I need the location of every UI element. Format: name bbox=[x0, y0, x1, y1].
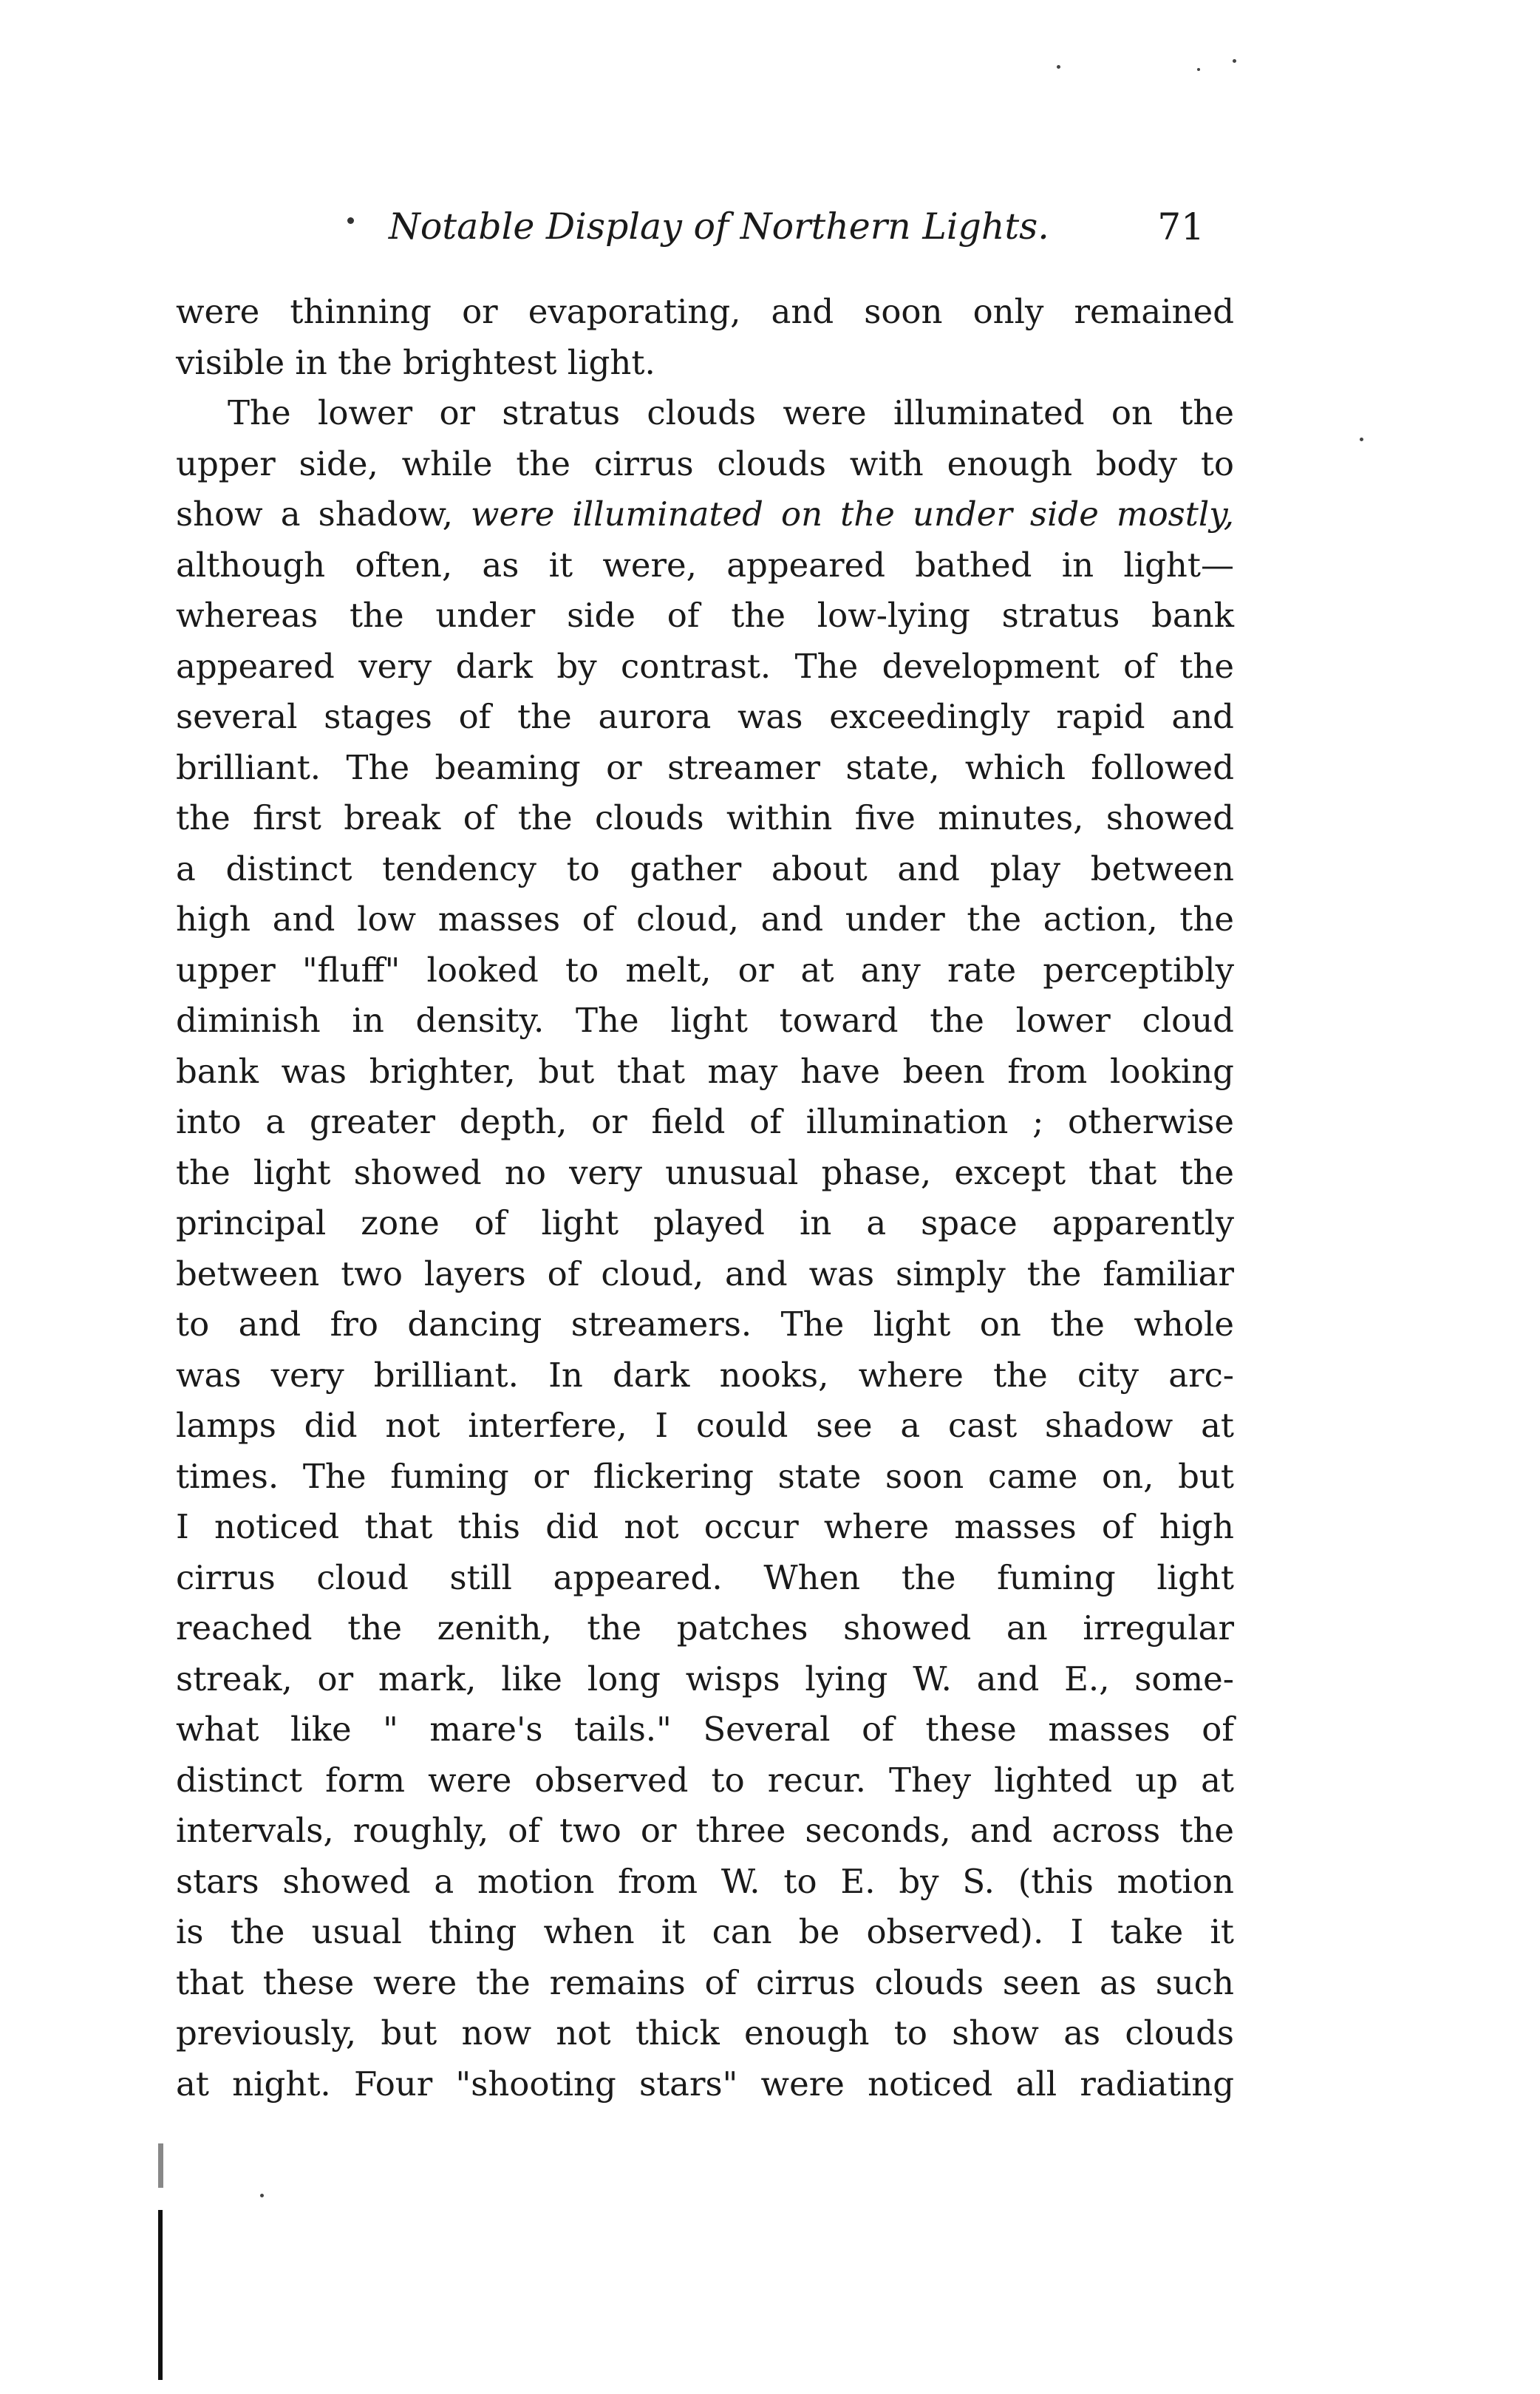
binding-edge-mark bbox=[158, 2210, 163, 2380]
text-line: is the usual thing when it can be observed). I take it bbox=[176, 1912, 1234, 1951]
text-line: cirrus cloud still appeared. When the fuming light bbox=[176, 1557, 1234, 1597]
text-run: show a shadow, bbox=[176, 494, 471, 534]
running-title: Notable Display of Northern Lights. bbox=[389, 205, 1049, 248]
speck-mark bbox=[1233, 59, 1236, 63]
text-line: reached the zenith, the patches showed an irregular bbox=[176, 1608, 1234, 1647]
text-line: The lower or stratus clouds were illuminated on the bbox=[228, 393, 1234, 432]
text-line: whereas the under side of the low-lying stratus bank bbox=[176, 596, 1234, 635]
speck-mark bbox=[1360, 438, 1363, 441]
text-line: brilliant. The beaming or streamer state, which followed bbox=[176, 747, 1234, 787]
text-line: upper "fluff" looked to melt, or at any rate perceptibly bbox=[176, 950, 1234, 990]
text-line: I noticed that this did not occur where masses of high bbox=[176, 1507, 1234, 1546]
text-line: principal zone of light played in a space apparently bbox=[176, 1203, 1234, 1242]
text-line: into a greater depth, or field of illumination ; otherwise bbox=[176, 1102, 1234, 1141]
text-line: high and low masses of cloud, and under the action, the bbox=[176, 900, 1234, 939]
text-line: that these were the remains of cirrus clouds seen as such bbox=[176, 1962, 1234, 2002]
text-line: a distinct tendency to gather about and play between bbox=[176, 849, 1234, 888]
text-line: between two layers of cloud, and was simply the familiar bbox=[176, 1254, 1234, 1293]
text-line: upper side, while the cirrus clouds with enough body to bbox=[176, 443, 1234, 483]
text-line: although often, as it were, appeared bathed in light— bbox=[176, 545, 1234, 585]
speck-mark bbox=[1057, 65, 1060, 69]
text-line: times. The fuming or flickering state soon came on, but bbox=[176, 1456, 1234, 1496]
running-head bbox=[347, 201, 1205, 260]
body-text bbox=[176, 287, 1234, 2109]
speck-mark bbox=[260, 2194, 264, 2197]
text-line: streak, or mark, like long wisps lying W. and E., some- bbox=[176, 1659, 1234, 1698]
binding-edge-mark bbox=[158, 2143, 163, 2188]
text-line: diminish in density. The light toward the lower cloud bbox=[176, 1001, 1234, 1040]
speck-mark bbox=[1197, 68, 1200, 71]
text-line: was very brilliant. In dark nooks, where the city arc- bbox=[176, 1355, 1234, 1395]
speck-mark bbox=[347, 217, 354, 224]
text-line: lamps did not interfere, I could see a cast shadow at bbox=[176, 1406, 1234, 1445]
text-line: intervals, roughly, of two or three seconds, and across the bbox=[176, 1811, 1234, 1850]
text-line: at night. Four "shooting stars" were noticed all radiating bbox=[176, 2064, 1234, 2104]
text-line: distinct form were observed to recur. They lighted up at bbox=[176, 1760, 1234, 1800]
italic-emphasis: were illuminated on the under side mostly, bbox=[471, 494, 1235, 534]
text-line: visible in the brightest light. bbox=[176, 342, 655, 382]
text-line: several stages of the aurora was exceedingly rapid and bbox=[176, 697, 1234, 736]
text-line: appeared very dark by contrast. The development of the bbox=[176, 646, 1234, 686]
text-line: bank was brighter, but that may have been from looking bbox=[176, 1051, 1234, 1091]
text-line: were thinning or evaporating, and soon only remained bbox=[176, 292, 1234, 331]
text-line: the first break of the clouds within five minutes, showed bbox=[176, 798, 1234, 837]
page-number: 71 bbox=[1157, 205, 1205, 248]
text-line: what like " mare's tails." Several of these masses of bbox=[176, 1710, 1234, 1749]
text-line bbox=[176, 489, 1234, 540]
text-line: stars showed a motion from W. to E. by S. (this motion bbox=[176, 1861, 1234, 1901]
text-line: previously, but now not thick enough to show as clouds bbox=[176, 2013, 1234, 2053]
text-line: to and fro dancing streamers. The light on the whole bbox=[176, 1305, 1234, 1344]
text-line: the light showed no very unusual phase, except that the bbox=[176, 1152, 1234, 1192]
